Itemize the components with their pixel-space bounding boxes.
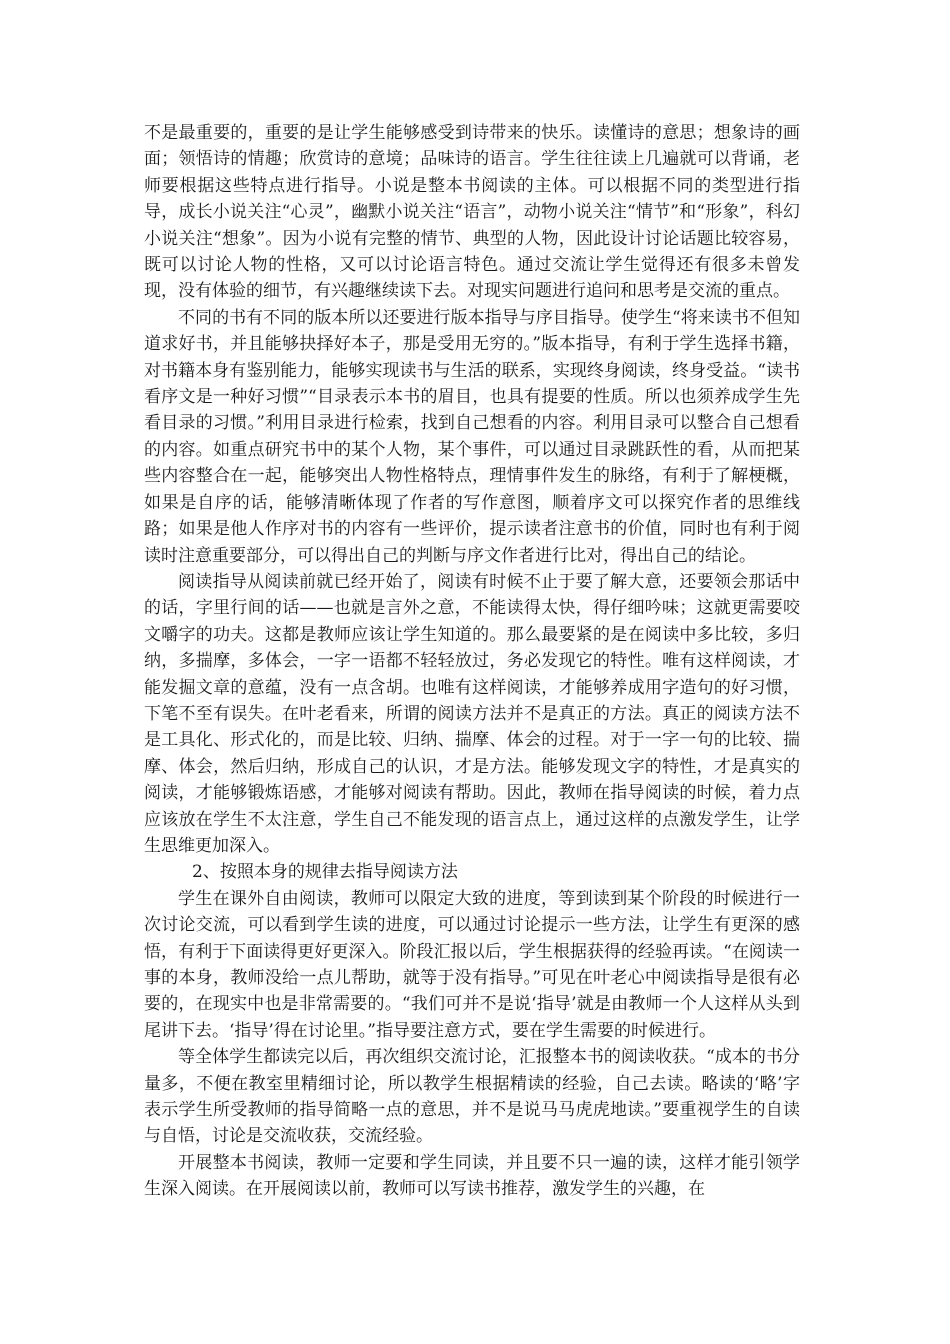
section-heading: 2、按照本身的规律去指导阅读方法 [192,862,458,883]
paragraph-6: 开展整本书阅读，教师一定要和学生同读，并且要不只一遍的读，这样才能引领学生深入阅读。在开展阅读以前，教师可以写读书推荐，激发学生的兴趣，在 [144,1152,800,1200]
paragraph-5: 等全体学生都读完以后，再次组织交流讨论，汇报整本书的阅读收获。“成本的书分量多，不便在教室里精细讨论，所以教学生根据精读的经验，自己去读。略读的‘略’字表示学生所受教师的指导简略一点的意思，并不是说马马虎虎地读。”要重视学生的自读与自悟，讨论是交流收获，交流经验。 [144,1047,800,1147]
paragraph-4: 学生在课外自由阅读，教师可以限定大致的进度，等到读到某个阶段的时候进行一次讨论交流，可以看到学生读的进度，可以通过讨论提示一些方法，让学生有更深的感悟，有利于下面读得更好更深入。阶段汇报以后，学生根据获得的经验再读。“在阅读一事的本身，教师没给一点儿帮助，就等于没有指导。”可见在叶老心中阅读指导是很有必要的，在现实中也是非常需要的。“我们可并不是说‘指导’就是由教师一个人这样从头到尾讲下去。‘指导’得在讨论里。”指导要注意方式，要在学生需要的时候进行。 [144,888,800,1041]
paragraph-3: 阅读指导从阅读前就已经开始了，阅读有时候不止于要了解大意，还要领会那话中的话，字里行间的话——也就是言外之意，不能读得太快，得仔细吟味；这就更需要咬文嚼字的功夫。这都是教师应该让学生知道的。那么最要紧的是在阅读中多比较，多归纳，多揣摩，多体会，一字一语都不轻轻放过，务必发现它的特性。唯有这样阅读，才能发掘文章的意蕴，没有一点含胡。也唯有这样阅读，才能够养成用字造句的好习惯，下笔不至有误失。在叶老看来，所谓的阅读方法并不是真正的方法。真正的阅读方法不是工具化、形式化的，而是比较、归纳、揣摩、体会的过程。对于一字一句的比较、揣摩、体会，然后归纳，形成自己的认识，才是方法。能够发现文字的特性，才是真实的阅读，才能够锻炼语感，才能够对阅读有帮助。因此，教师在指导阅读的时候，着力点应该放在学生不太注意，学生自己不能发现的语言点上，通过这样的点激发学生，让学生思维更加深入。 [144,571,800,856]
paragraph-2: 不同的书有不同的版本所以还要进行版本指导与序目指导。使学生“将来读书不但知道求好书，并且能够抉择好本子，那是受用无穷的。”版本指导，有利于学生选择书籍，对书籍本身有鉴别能力，能够实现读书与生活的联系，实现终身阅读，终身受益。“读书看序文是一种好习惯”“目录表示本书的眉目，也具有提要的性质。所以也须养成学生先看目录的习惯。”利用目录进行检索，找到自己想看的内容。利用目录可以整合自己想看的内容。如重点研究书中的某个人物，某个事件，可以通过目录跳跃性的看，从而把某些内容整合在一起，能够突出人物性格特点，理情事件发生的脉络，有利于了解梗概，如果是自序的话，能够清晰体现了作者的写作意图，顺着序文可以探究作者的思维线路；如果是他人作序对书的内容有一些评价，提示读者注意书的价值，同时也有利于阅读时注意重要部分，可以得出自己的判断与序文作者进行比对，得出自己的结论。 [144,307,800,566]
paragraph-1: 不是最重要的，重要的是让学生能够感受到诗带来的快乐。读懂诗的意思；想象诗的画面；领悟诗的情趣；欣赏诗的意境；品味诗的语言。学生往往读上几遍就可以背诵，老师要根据这些特点进行指导。小说是整本书阅读的主体。可以根据不同的类型进行指导，成长小说关注“心灵”，幽默小说关注“语言”，动物小说关注“情节”和“形象”，科幻小说关注“想象”。因为小说有完整的情节、典型的人物，因此设计讨论话题比较容易，既可以讨论人物的性格，又可以讨论语言特色。通过交流让学生觉得还有很多未曾发现，没有体验的细节，有兴趣继续读下去。对现实问题进行追问和思考是交流的重点。 [144,123,800,302]
body-text [144,120,800,1203]
